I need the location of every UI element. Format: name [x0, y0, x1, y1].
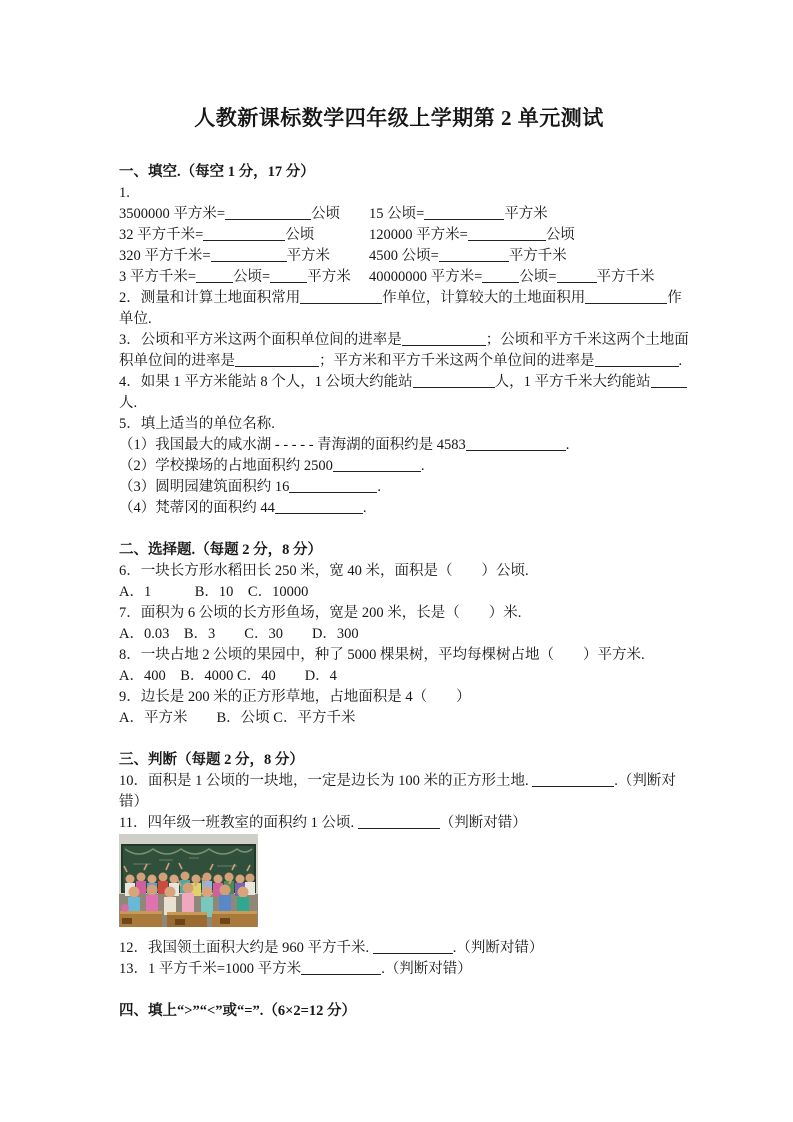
text-run: 3．公顷和平方米这两个面积单位间的进率是 [119, 332, 402, 348]
text-run: 人，1 平方千米大约能站 [494, 374, 651, 390]
text-run: 12．我国领土面积大约是 960 平方千米. [119, 940, 373, 956]
text-run: . [420, 458, 425, 474]
text-run: ；公顷和平方千米这两个土地面 [485, 332, 689, 348]
document-content [119, 0, 689, 1022]
section-1-heading: 一、填空.（每空 1 分，17 分） [119, 164, 315, 180]
text-run: （判断对错） [439, 815, 527, 831]
q1-row-2 [119, 225, 679, 246]
blank-line [532, 774, 614, 787]
text-run: 4500 公顷= [369, 248, 439, 264]
text-run: 320 平方千米= [119, 248, 211, 264]
q9 [119, 687, 679, 708]
q3-line-2 [119, 351, 683, 372]
text-run: （2）学校操场的占地面积约 2500 [119, 458, 333, 474]
left-column [119, 204, 369, 225]
q6 [119, 561, 679, 582]
left-column [119, 225, 369, 246]
blank-line [196, 270, 233, 283]
page-title: 人教新课标数学四年级上学期第 2 单元测试 [194, 106, 604, 130]
q10-line-1 [119, 771, 679, 792]
text-run: 公顷 [285, 227, 315, 243]
text-run: 10．面积是 1 公顷的一块地，一定是边长为 100 米的正方形土地. [119, 773, 533, 789]
q9-options [119, 708, 679, 729]
blank-line [333, 459, 421, 472]
blank-line [275, 501, 363, 514]
text-run: 公顷= [233, 269, 271, 285]
q10-line-2 [119, 792, 679, 813]
text-run: 32 平方千米= [119, 227, 204, 243]
blank-line [225, 207, 311, 220]
left-column [119, 246, 369, 267]
q3-line-1 [119, 330, 689, 351]
blank-line [557, 270, 597, 283]
text-run: 平方千米 [508, 248, 567, 264]
section-3-heading: 三、判断（每题 2 分，8 分） [119, 752, 304, 768]
text-run: . [362, 500, 367, 516]
text-run: 公顷= [519, 269, 557, 285]
blank-line [468, 228, 546, 241]
blank-line [466, 438, 566, 451]
text-run: .（判断对错） [452, 940, 544, 956]
text-run: . [565, 437, 570, 453]
blank-line [585, 291, 667, 304]
text-run: 1. [119, 185, 130, 201]
blank-line [402, 333, 486, 346]
text-run: A．1 B．10 C．10000 [119, 584, 309, 600]
text-run: 5．填上适当的单位名称. [119, 416, 275, 432]
text-run: 120000 平方米= [369, 227, 468, 243]
blank-line [424, 207, 504, 220]
text-run: 人. [119, 395, 138, 411]
doc-blocks [119, 162, 689, 1022]
blank-line [300, 291, 382, 304]
text-run: （4）梵蒂冈的面积约 44 [119, 500, 275, 516]
q4-line-2 [119, 393, 679, 414]
q11 [119, 813, 679, 834]
blank-line [651, 375, 687, 388]
right-column [369, 246, 567, 267]
blank-line [270, 270, 307, 283]
text-run: 4．如果 1 平方米能站 8 个人，1 公顷大约能站 [119, 374, 413, 390]
text-run: .（判断对错） [381, 961, 472, 977]
text-run: 错） [119, 794, 148, 810]
text-run: （1）我国最大的咸水湖 - - - - - 青海湖的面积约是 4583 [119, 437, 466, 453]
text-run: 11．四年级一班教室的面积约 1 公顷. [119, 815, 358, 831]
text-run: A．0.03 B．3 C．30 D．300 [119, 626, 359, 642]
text-run: 15 公顷= [369, 206, 425, 222]
text-run: 平方千米 [596, 269, 655, 285]
text-run: 作单位，计算较大的土地面积用 [382, 290, 586, 306]
q1-row-4 [119, 267, 679, 288]
text-run: A．400 B．4000 C．40 D．4 [119, 668, 337, 684]
text-run: 作 [667, 290, 682, 306]
blank-line [373, 941, 453, 954]
text-run: 积单位间的进率是 [119, 353, 235, 369]
q6-options [119, 582, 679, 603]
blank-line [203, 228, 285, 241]
blank-line [289, 480, 377, 493]
text-run: （3）圆明园建筑面积约 16 [119, 479, 290, 495]
q5-item-4 [119, 498, 679, 519]
q5-item-1 [119, 435, 679, 456]
right-column [369, 267, 655, 288]
text-run: 9．边长是 200 米的正方形草地，占地面积是 4（ ） [119, 689, 471, 705]
blank-line [235, 354, 319, 367]
q5-label [119, 414, 679, 435]
blank-line [301, 962, 381, 975]
q2-line-2 [119, 309, 679, 330]
q7-options [119, 624, 679, 645]
blank-line [482, 270, 519, 283]
text-run: 7．面积为 6 公顷的长方形鱼场，宽是 200 米，长是（ ）米. [119, 605, 522, 621]
classroom-photo-graphic [119, 834, 258, 927]
text-run: 平方米 [504, 206, 548, 222]
left-column [119, 267, 369, 288]
text-run: 平方米 [307, 269, 351, 285]
blank-line [358, 816, 440, 829]
text-run: ；平方米和平方千米这两个单位间的进率是 [319, 353, 595, 369]
blank-line [439, 249, 509, 262]
q8 [119, 645, 679, 666]
text-run: 单位. [119, 311, 152, 327]
q5-item-2 [119, 456, 679, 477]
section-4-heading: 四、填上“>”“<”或“=”.（6×2=12 分） [119, 1003, 357, 1019]
text-run: 2．测量和计算土地面积常用 [119, 290, 301, 306]
blank-line [211, 249, 287, 262]
classroom-photo [119, 834, 258, 927]
text-run: 公顷 [311, 206, 341, 222]
text-run: 3500000 平方米= [119, 206, 226, 222]
right-column [369, 204, 548, 225]
text-run: 3 平方千米= [119, 269, 197, 285]
q8-options [119, 666, 679, 687]
q1-label [119, 183, 679, 204]
text-run: A．平方米 B．公顷 C．平方千米 [119, 710, 356, 726]
q4-line-1 [119, 372, 679, 393]
q7 [119, 603, 679, 624]
text-run: 40000000 平方米= [369, 269, 483, 285]
text-run: 平方米 [286, 248, 331, 264]
text-run: . [678, 353, 683, 369]
text-run: 公顷 [545, 227, 575, 243]
q12 [119, 938, 679, 959]
q5-item-3 [119, 477, 679, 498]
blank-line [413, 375, 495, 388]
q2-line-1 [119, 288, 682, 309]
section-2-heading: 二、选择题.（每题 2 分，8 分） [119, 542, 322, 558]
q1-row-3 [119, 246, 679, 267]
text-run: 8．一块占地 2 公顷的果园中，种了 5000 棵果树，平均每棵树占地（ ）平方米. [119, 647, 645, 663]
text-run: 13．1 平方千米=1000 平方米 [119, 961, 302, 977]
right-column [369, 225, 575, 246]
text-run: 6．一块长方形水稻田长 250 米，宽 40 米，面积是（ ）公顷. [119, 563, 529, 579]
q1-row-1 [119, 204, 679, 225]
text-run: . [377, 479, 381, 495]
q13 [119, 959, 679, 980]
blank-line [595, 354, 679, 367]
text-run: .（判断对 [614, 773, 676, 789]
